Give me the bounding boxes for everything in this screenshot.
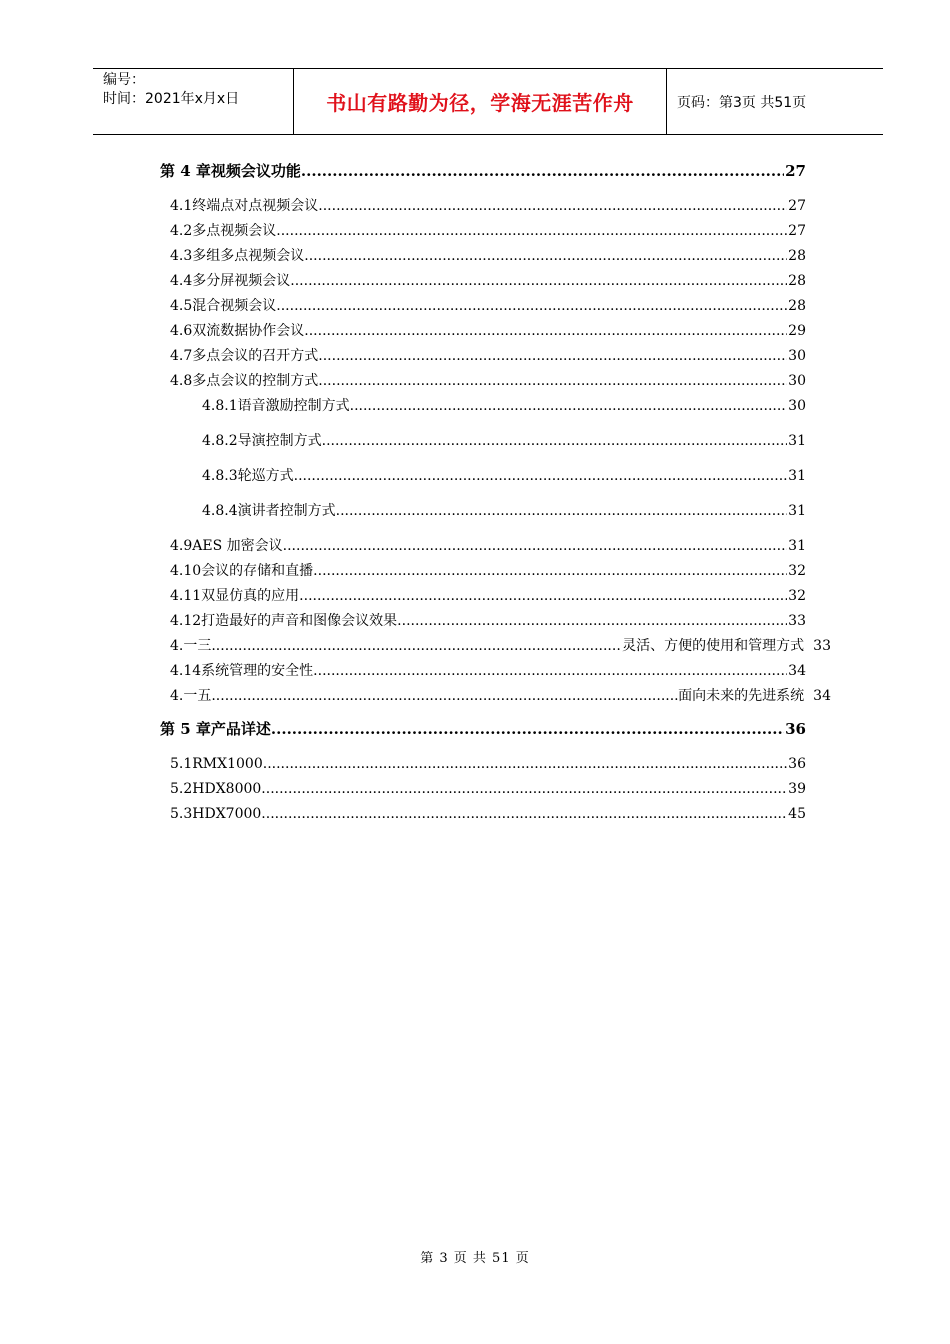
toc-leader [294, 467, 788, 485]
toc-number: 4.4 [170, 273, 193, 289]
toc-leader [318, 372, 787, 390]
toc-entry-4-8-1[interactable] [202, 397, 806, 415]
toc-number: 4.8.3 [202, 468, 238, 484]
toc-number: 4.2 [170, 223, 193, 239]
toc-page: 30 [788, 398, 806, 414]
toc-page: 36 [788, 756, 806, 772]
time-label: 时间：2021年x月x日 [103, 91, 240, 107]
toc-leader [211, 687, 678, 705]
toc-leader [318, 347, 787, 365]
toc-number: 4.9 [170, 538, 193, 554]
toc-title: AES 加密会议 [192, 538, 283, 554]
toc-title: 视频会议功能 [210, 162, 301, 180]
toc-leader [299, 587, 787, 605]
toc-entry-5-1[interactable] [170, 755, 806, 773]
toc-number: 4.6 [170, 323, 193, 339]
toc-leader [304, 247, 787, 265]
toc-title: 混合视频会议 [192, 298, 277, 314]
toc-leader [318, 197, 787, 215]
toc-leader [397, 612, 787, 630]
toc-title: RMX1000 [192, 756, 263, 772]
toc-entry-4-9[interactable] [170, 537, 806, 555]
toc-page: 28 [788, 298, 806, 314]
toc-page: 28 [788, 248, 806, 264]
toc-leader [313, 562, 787, 580]
toc-entry-ch4[interactable] [160, 162, 806, 180]
toc-page: 32 [788, 563, 806, 579]
toc-leader [336, 502, 788, 520]
toc-page: 32 [788, 588, 806, 604]
toc-entry-4-4[interactable] [170, 272, 806, 290]
toc-leader [283, 537, 788, 555]
toc-leader [322, 432, 788, 450]
toc-number: 第 4 章 [160, 162, 211, 180]
toc-leader [304, 322, 787, 340]
toc-entry-4-1[interactable] [170, 197, 806, 215]
toc-page: 45 [788, 806, 806, 822]
toc-number: 4.12 [170, 613, 202, 629]
toc-leader [276, 297, 787, 315]
toc-title: 导演控制方式 [237, 433, 322, 449]
toc-number: 4.8 [170, 373, 193, 389]
toc-entry-4-6[interactable] [170, 322, 806, 340]
toc-entry-4-15[interactable] [170, 687, 831, 705]
toc-page: 27 [785, 162, 806, 180]
toc-number: 4.7 [170, 348, 193, 364]
toc-title: 演讲者控制方式 [237, 503, 336, 519]
toc-title: 打造最好的声音和图像会议效果 [201, 613, 398, 629]
toc-leader [276, 222, 787, 240]
toc-title: 多分屏视频会议 [192, 273, 291, 289]
toc-entry-4-8-3[interactable] [202, 467, 806, 485]
toc-title: 多点会议的召开方式 [192, 348, 319, 364]
toc-page: 28 [788, 273, 806, 289]
toc-title: 灵活、方便的使用和管理方式 [622, 638, 805, 654]
toc-leader [261, 805, 787, 823]
toc-page: 34 [788, 663, 806, 679]
header-motto: 书山有路勤为径，学海无涯苦作舟 [294, 69, 667, 134]
toc-entry-ch5[interactable] [160, 720, 806, 738]
toc-page: 27 [788, 223, 806, 239]
toc-page: 33 [813, 638, 831, 654]
toc-leader [263, 755, 787, 773]
header-page-label: 页码：第3页 共51页 [677, 94, 807, 111]
toc-page: 30 [788, 348, 806, 364]
toc-page: 27 [788, 198, 806, 214]
serial-label: 编号： [103, 72, 145, 88]
toc-title: 产品详述 [210, 720, 271, 738]
toc-title: 语音激励控制方式 [237, 398, 350, 414]
toc-number: 4.3 [170, 248, 193, 264]
toc-number: 4.10 [170, 563, 202, 579]
toc-page: 30 [788, 373, 806, 389]
toc-title: HDX7000 [192, 806, 262, 822]
toc-leader [261, 780, 787, 798]
toc-title: 多组多点视频会议 [192, 248, 305, 264]
toc-entry-4-12[interactable] [170, 612, 806, 630]
toc-number: 4.5 [170, 298, 193, 314]
toc-entry-4-10[interactable] [170, 562, 806, 580]
toc-entry-4-8-4[interactable] [202, 502, 806, 520]
toc-page: 39 [788, 781, 806, 797]
toc-page: 31 [788, 433, 806, 449]
header-meta-cell [93, 69, 294, 134]
toc-number: 5.2 [170, 781, 193, 797]
toc-number: 5.3 [170, 806, 193, 822]
toc-number: 4.11 [170, 588, 202, 604]
toc-number: 4.一五 [170, 688, 212, 704]
toc-entry-4-5[interactable] [170, 297, 806, 315]
toc-number: 4.14 [170, 663, 202, 679]
toc-page: 36 [785, 720, 806, 738]
toc-page: 34 [813, 688, 831, 704]
toc-page: 31 [788, 538, 806, 554]
toc-page: 33 [788, 613, 806, 629]
toc-title: HDX8000 [192, 781, 262, 797]
toc-title: 系统管理的安全性 [201, 663, 314, 679]
page-footer: 第 3 页 共 51 页 [420, 1251, 530, 1266]
toc-entry-4-8-2[interactable] [202, 432, 806, 450]
toc-entry-5-2[interactable] [170, 780, 806, 798]
toc-entry-4-11[interactable] [170, 587, 806, 605]
toc-number: 第 5 章 [160, 720, 211, 738]
toc-entry-4-2[interactable] [170, 222, 806, 240]
toc-title: 多点会议的控制方式 [192, 373, 319, 389]
toc-title: 轮巡方式 [237, 468, 294, 484]
toc-number: 4.8.4 [202, 503, 238, 519]
toc-leader [301, 162, 784, 180]
toc-title: 双显仿真的应用 [201, 588, 300, 604]
toc-entry-4-14[interactable] [170, 662, 806, 680]
toc-page: 29 [788, 323, 806, 339]
toc-entry-5-3[interactable] [170, 805, 806, 823]
toc-leader [313, 662, 787, 680]
page-header [93, 68, 883, 135]
toc-title: 面向未来的先进系统 [678, 688, 805, 704]
toc-number: 4.一三 [170, 638, 212, 654]
toc-title: 多点视频会议 [192, 223, 277, 239]
toc-entry-4-8[interactable] [170, 372, 806, 390]
toc-number: 4.8.2 [202, 433, 238, 449]
toc-number: 4.1 [170, 198, 193, 214]
toc-leader [290, 272, 787, 290]
toc-leader [271, 720, 784, 738]
toc-title: 终端点对点视频会议 [192, 198, 319, 214]
toc-leader [350, 397, 788, 415]
toc-entry-4-3[interactable] [170, 247, 806, 265]
toc-page: 31 [788, 468, 806, 484]
toc-page: 31 [788, 503, 806, 519]
toc-number: 5.1 [170, 756, 193, 772]
toc-number: 4.8.1 [202, 398, 238, 414]
toc-title: 双流数据协作会议 [192, 323, 305, 339]
toc-title: 会议的存储和直播 [201, 563, 314, 579]
toc-entry-4-13[interactable] [170, 637, 831, 655]
toc-leader [211, 637, 622, 655]
toc-entry-4-7[interactable] [170, 347, 806, 365]
